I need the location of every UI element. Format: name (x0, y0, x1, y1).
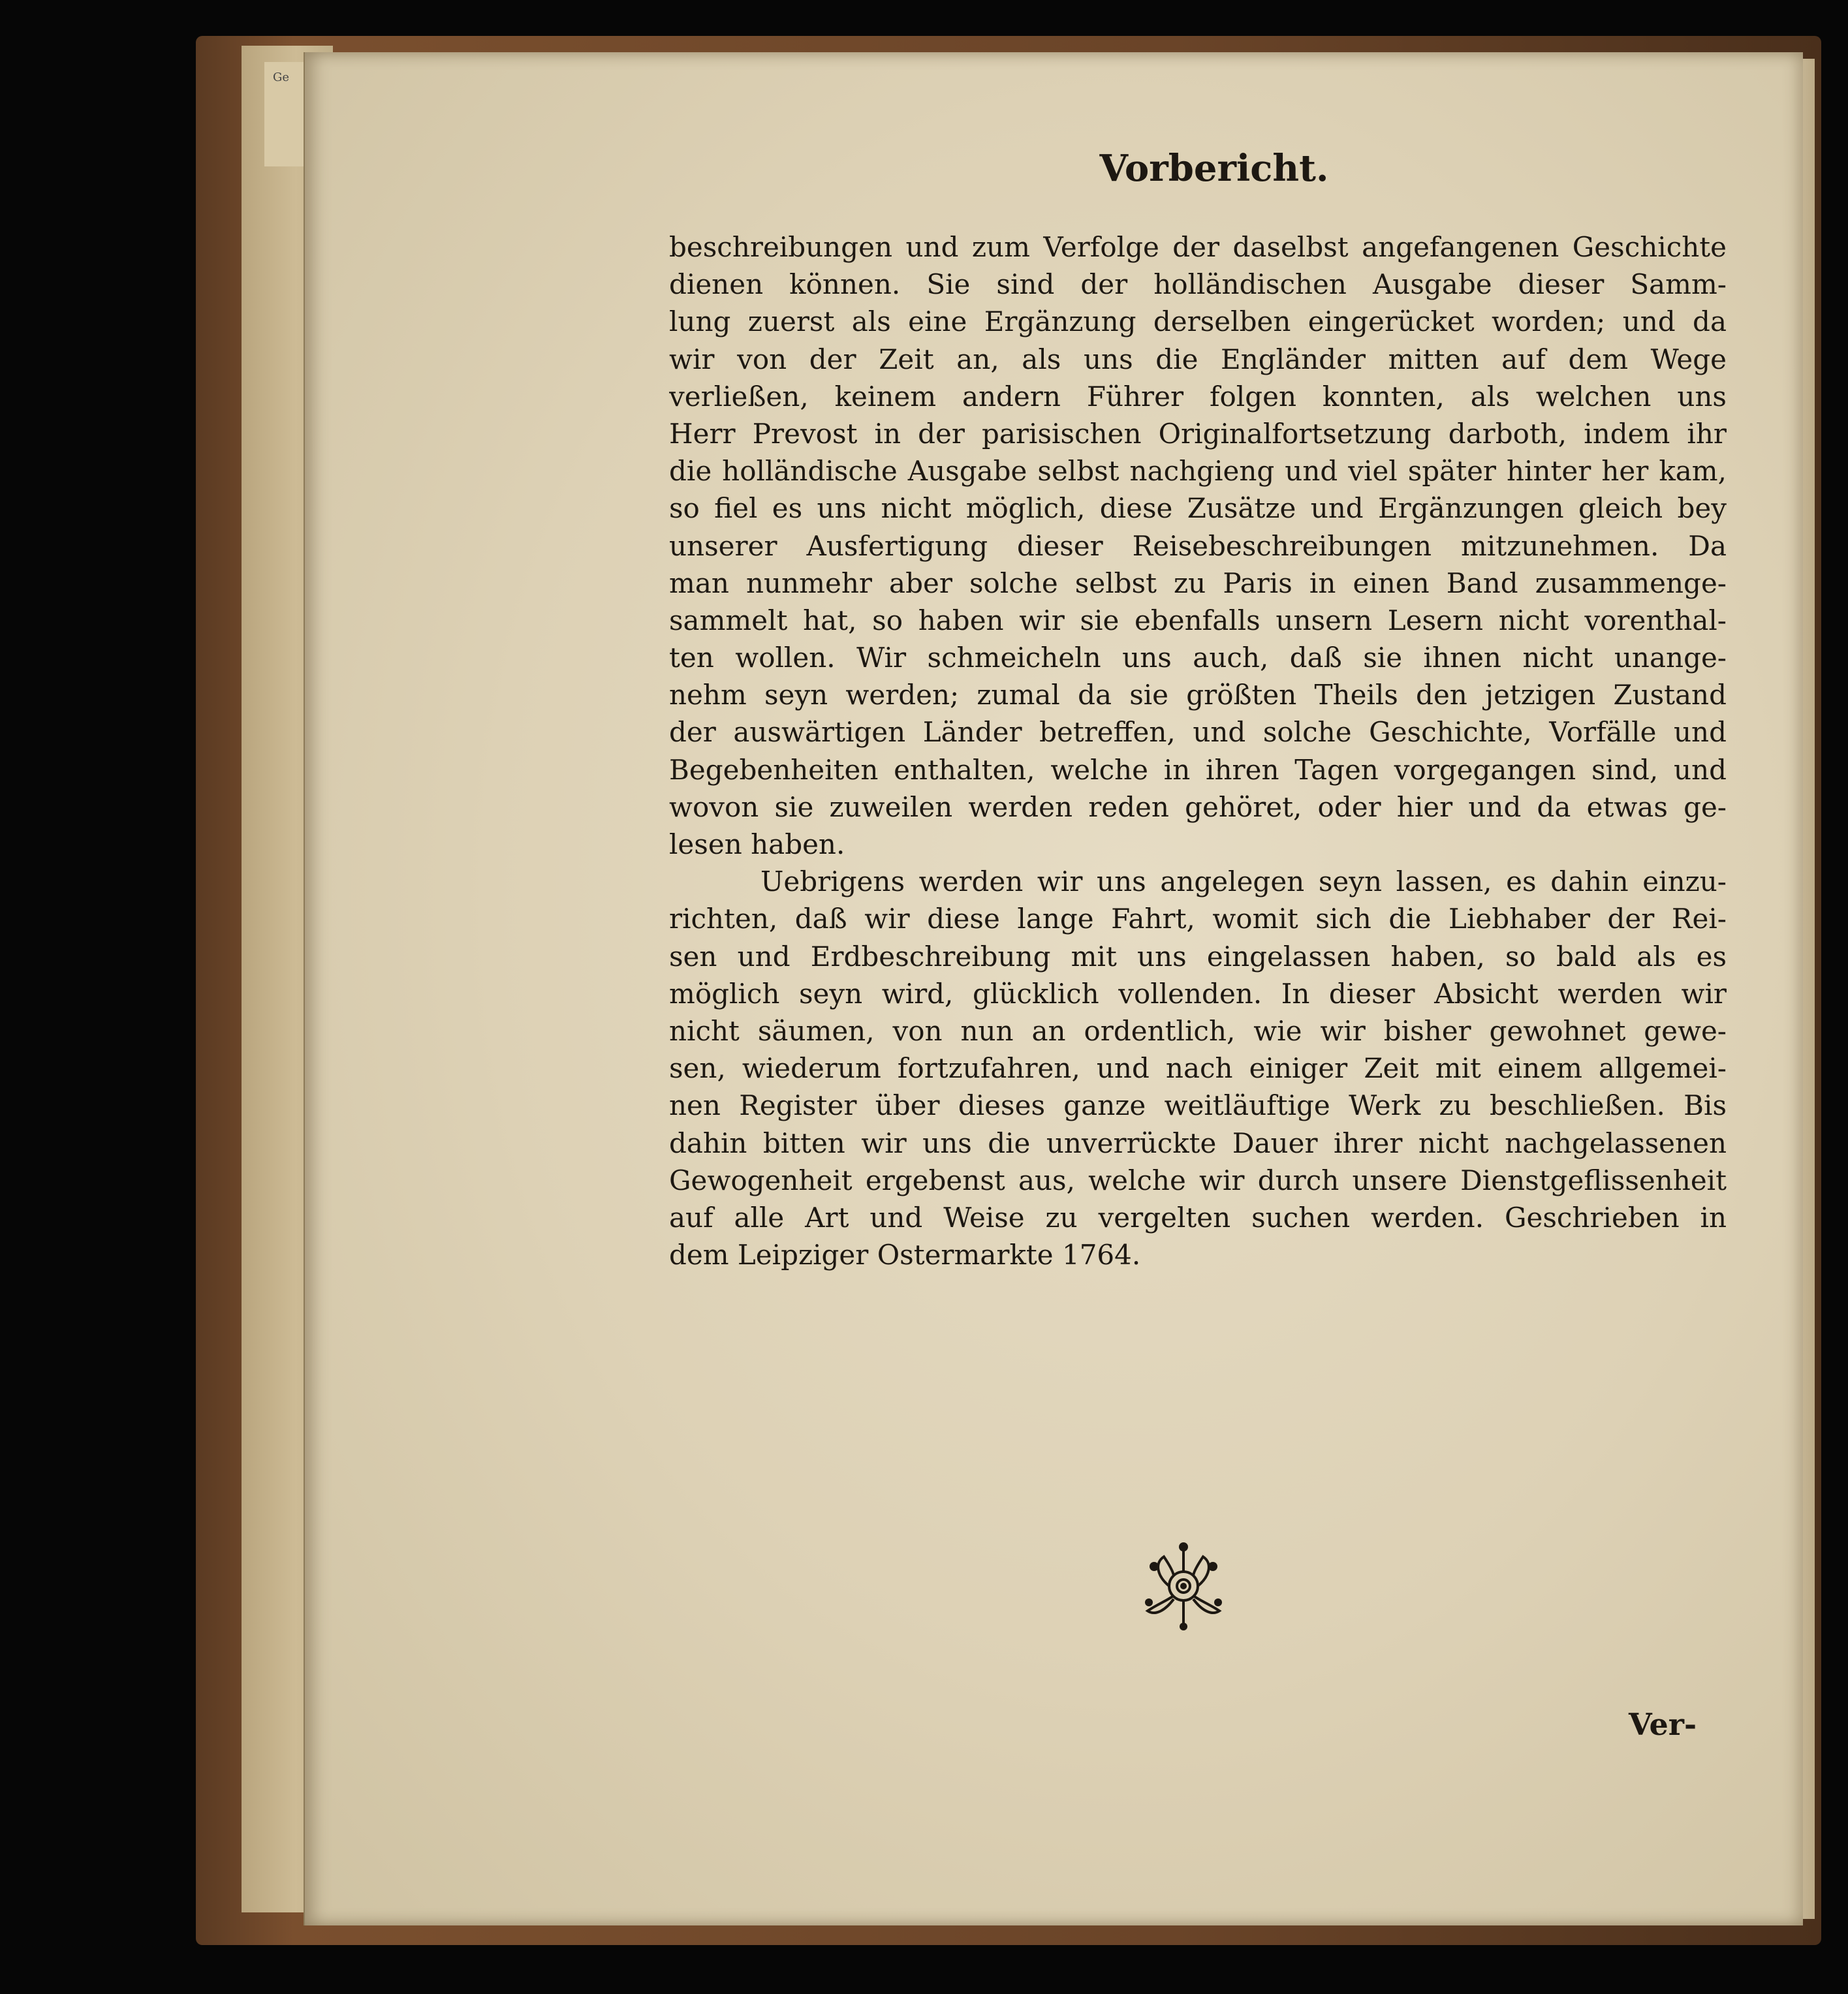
text-line: die holländische Ausgabe selbst nachgieng und viel später hinter her kam, (669, 455, 1727, 488)
floral-vignette-icon (1135, 1540, 1232, 1632)
text-line: beschreibungen und zum Verfolge der daselbst angefangenen Geschichte (669, 231, 1727, 263)
running-header: Vorbericht. (1099, 147, 1329, 190)
catchword: Ver- (1629, 1707, 1697, 1742)
text-line: der auswärtigen Länder betreffen, und solche Geschichte, Vorfälle und (669, 716, 1727, 749)
text-line: richten, daß wir diese lange Fahrt, womit sich die Liebhaber der Rei- (669, 903, 1727, 935)
text-line: auf alle Art und Weise zu vergelten suchen werden. Geschrieben in (669, 1201, 1727, 1234)
text-line: man nunmehr aber solche selbst zu Paris in einen Band zusammenge- (669, 567, 1727, 599)
text-line: dienen können. Sie sind der holländischen Ausgabe dieser Samm- (669, 268, 1727, 301)
text-line: sen, wiederum fortzufahren, und nach einiger Zeit mit einem allgemei- (669, 1052, 1727, 1085)
body-text (669, 228, 1727, 1273)
text-line: ten wollen. Wir schmeicheln uns auch, daß sie ihnen nicht unange- (669, 642, 1727, 674)
text-line: wovon sie zuweilen werden reden gehöret, oder hier und da etwas ge- (669, 790, 1727, 823)
text-line: lung zuerst als eine Ergänzung derselben eingerücket worden; und da (669, 305, 1727, 338)
text-line: sammelt hat, so haben wir sie ebenfalls unsern Lesern nicht vorenthal- (669, 604, 1727, 636)
text-line: nen Register über dieses ganze weitläuftige Werk zu beschließen. Bis (669, 1089, 1727, 1122)
text-line: lesen haben. (669, 828, 845, 860)
text-line: dahin bitten wir uns die unverrückte Dauer ihrer nicht nachgelassenen (669, 1127, 1727, 1159)
text-line: Herr Prevost in der parisischen Originalfortsetzung darboth, indem ihr (669, 417, 1727, 450)
text-line: unserer Ausfertigung dieser Reisebeschreibungen mitzunehmen. Da (669, 529, 1727, 562)
text-line: verließen, keinem andern Führer folgen konnten, als welchen uns (669, 380, 1727, 413)
text-line: Uebrigens werden wir uns angelegen seyn lassen, es dahin einzu- (760, 865, 1727, 898)
text-line: sen und Erdbeschreibung mit uns eingelassen haben, so bald als es (669, 940, 1727, 973)
text-line: so fiel es uns nicht möglich, diese Zusätze und Ergänzungen gleich bey (669, 492, 1727, 525)
text-line: nicht säumen, von nun an ordentlich, wie wir bisher gewohnet gewe- (669, 1014, 1727, 1047)
text-line: Gewogenheit ergebenst aus, welche wir durch unsere Dienstgeflissenheit (669, 1164, 1727, 1196)
text-line: möglich seyn wird, glücklich vollenden. In dieser Absicht werden wir (669, 977, 1727, 1010)
text-line: dem Leipziger Ostermarkte 1764. (669, 1239, 1141, 1271)
text-line: wir von der Zeit an, als uns die Engländer mitten auf dem Wege (669, 343, 1727, 375)
text-line: Begebenheiten enthalten, welche in ihren Tagen vorgegangen sind, und (669, 753, 1727, 786)
text-line: nehm seyn werden; zumal da sie größten Theils den jetzigen Zustand (669, 679, 1727, 711)
flyleaf-label: Ge (273, 70, 290, 84)
